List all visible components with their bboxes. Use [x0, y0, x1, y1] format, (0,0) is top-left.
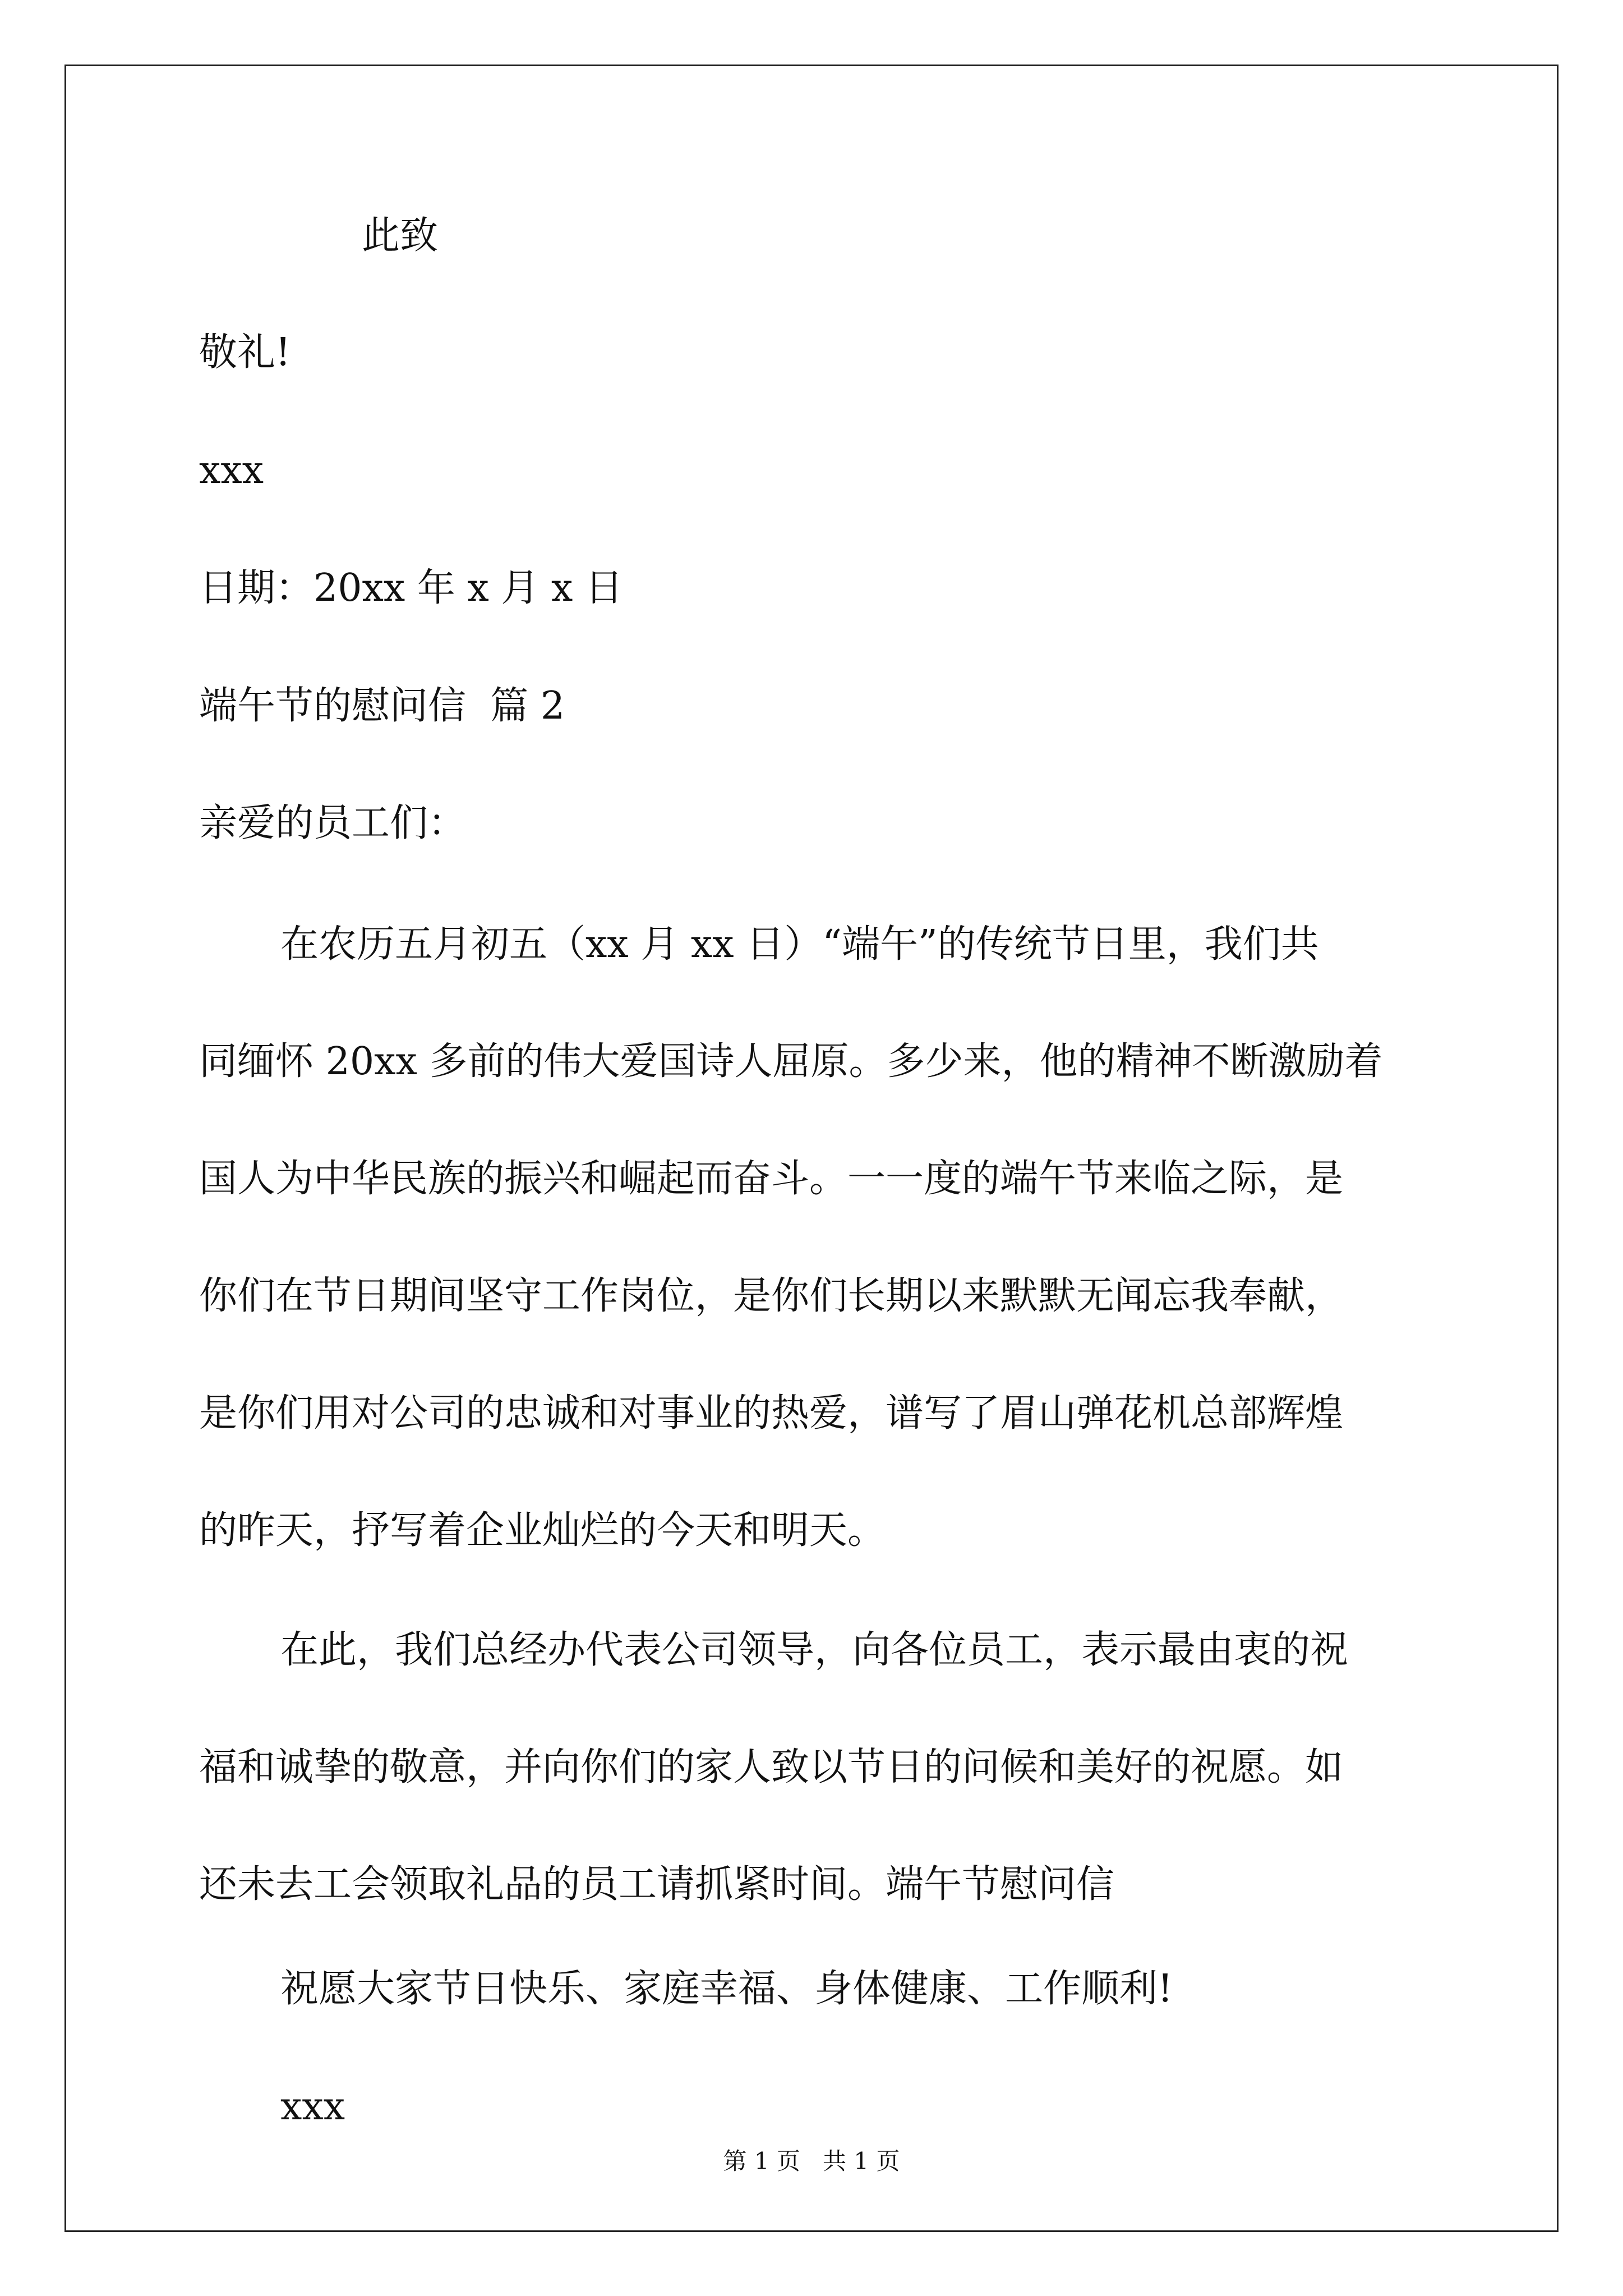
greeting: 亲爱的员工们：	[199, 801, 467, 845]
paragraph-line: 还未去工会领取礼品的员工请抓紧时间。端午节慰问信	[199, 1862, 1115, 1907]
paragraph-line: 在此，我们总经办代表公司领导，向各位员工，表示最由衷的祝	[280, 1628, 1349, 1672]
wishes: 祝愿大家节日快乐、家庭幸福、身体健康、工作顺利!	[280, 1967, 1173, 2011]
paragraph-2	[199, 1591, 1433, 1943]
paragraph-line: 同缅怀 20xx 多前的伟大爱国诗人屈原。多少来，他的精神不断激励着	[199, 1039, 1383, 1084]
page-footer	[0, 2143, 1623, 2177]
paragraph-line: 福和诚挚的敬意，并向你们的家人致以节日的问候和美好的祝愿。如	[199, 1745, 1344, 1789]
paragraph-1	[199, 886, 1433, 1589]
section-title: 端午节的慰问信 篇 2	[199, 684, 565, 728]
signature-bottom: xxx	[280, 2085, 345, 2129]
regards: 敬礼!	[199, 330, 291, 375]
letter-date: 日期：20xx 年 x 月 x 日	[199, 566, 624, 610]
closing-salute: 此致	[362, 214, 439, 258]
paragraph-line: 你们在节日期间坚守工作岗位，是你们长期以来默默无闻忘我奉献，	[199, 1274, 1344, 1318]
paragraph-line: 国人为中华民族的振兴和崛起而奋斗。一一度的端午节来临之际，是	[199, 1157, 1344, 1201]
page-number: 第 1 页 共 1 页	[723, 2147, 900, 2175]
paragraph-line: 是你们用对公司的忠诚和对事业的热爱，谱写了眉山弹花机总部辉煌	[199, 1391, 1344, 1435]
paragraph-line: 的昨天，抒写着企业灿烂的今天和明天。	[199, 1508, 886, 1553]
signature-top: xxx	[199, 448, 264, 493]
paragraph-line: 在农历五月初五（xx 月 xx 日）“端午”的传统节日里，我们共	[280, 922, 1319, 967]
